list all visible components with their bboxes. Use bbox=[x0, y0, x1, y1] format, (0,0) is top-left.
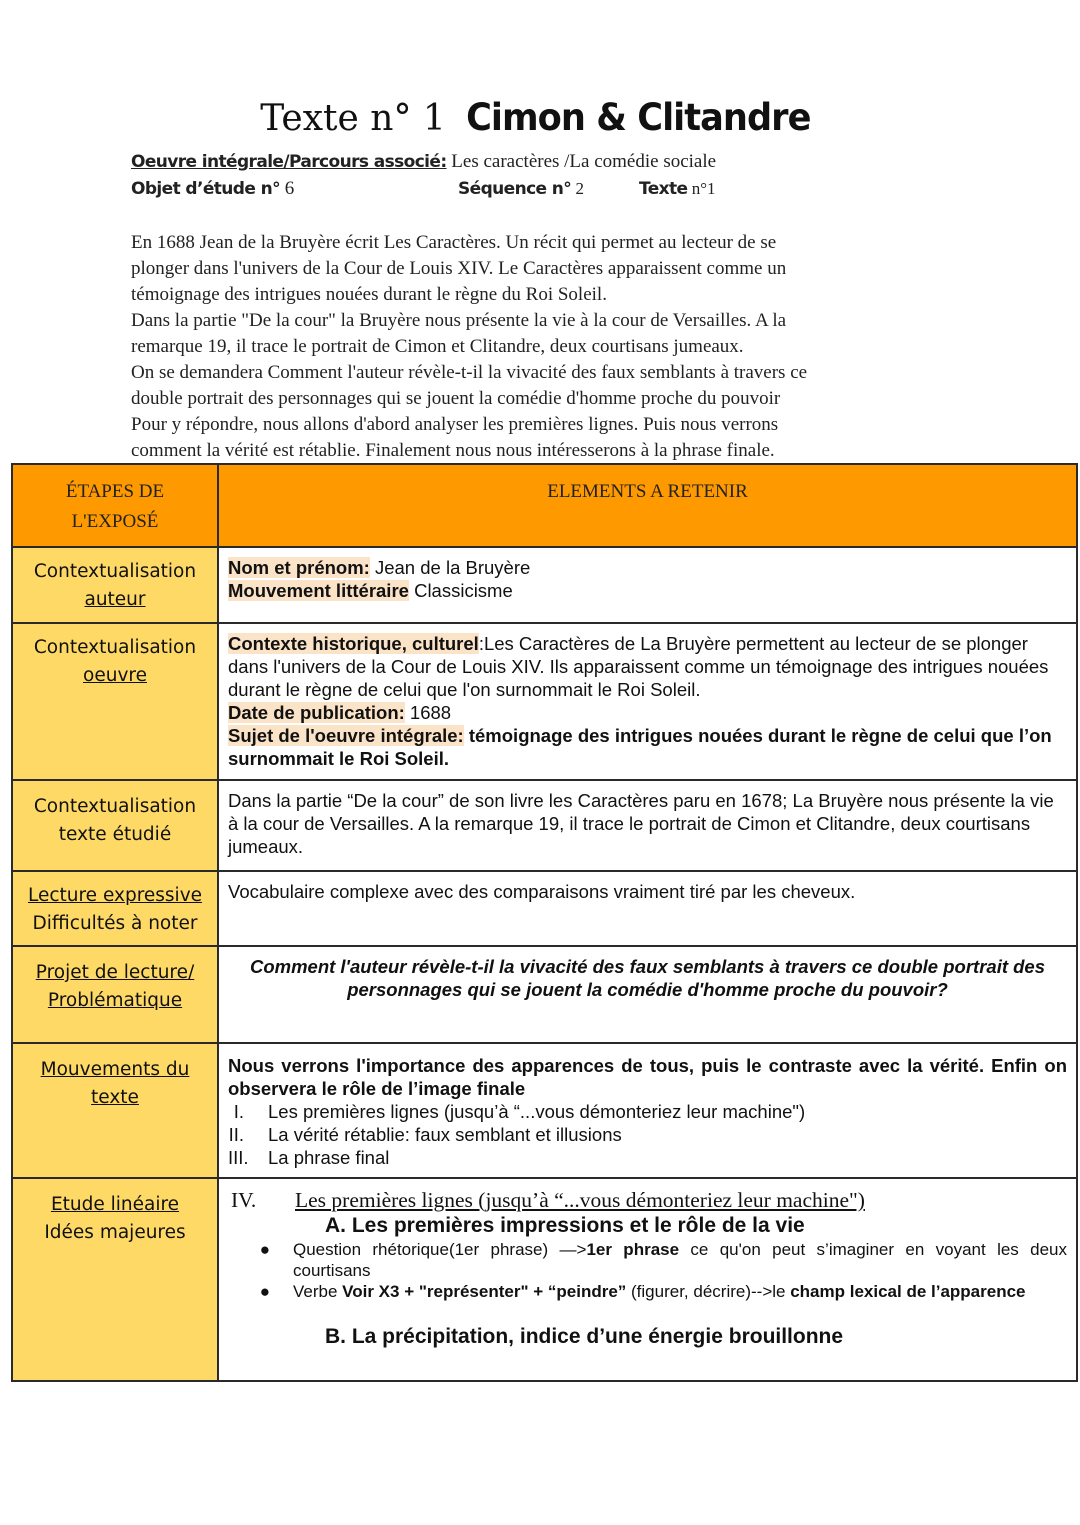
texte-value: n°1 bbox=[687, 179, 716, 198]
row-label-line2: Idées majeures bbox=[44, 1222, 186, 1243]
row-label-problematique bbox=[12, 946, 218, 1043]
lecture-text: Vocabulaire complexe avec des comparaisons vraiment tiré par les cheveux. bbox=[228, 881, 856, 902]
table-row bbox=[12, 623, 1077, 780]
nom-value: Jean de la Bruyère bbox=[369, 557, 531, 578]
row-label-auteur bbox=[12, 547, 218, 623]
title-plain: Texte n° 1 bbox=[260, 98, 458, 139]
contexte-value: :Les Caractères de La Bruyère permettent au lecteur de se plonger dans l'univers de la Cour de Louis XIV. Ils apparaissent comme un témoignage des intrigues nouées durant le règne de celui que l'on surnommait le Roi Soleil. bbox=[228, 633, 1049, 700]
meta-oeuvre bbox=[131, 149, 716, 175]
row-label-line2: oeuvre bbox=[83, 665, 147, 686]
list-item: I. Les premières lignes (jusqu’à “...vous démonteriez leur machine") bbox=[233, 1101, 806, 1122]
mouvement-label: Mouvement littéraire bbox=[228, 580, 409, 601]
header-etapes-line2: L'EXPOSÉ bbox=[71, 511, 159, 532]
header-etapes bbox=[12, 464, 218, 547]
list-item: III. La phrase final bbox=[228, 1147, 390, 1168]
row-label-texte bbox=[12, 780, 218, 871]
row-label-lecture bbox=[12, 871, 218, 946]
header-elements-label: ELEMENTS A RETENIR bbox=[547, 481, 748, 502]
intro-line: En 1688 Jean de la Bruyère écrit Les Caractères. Un récit qui permet au lecteur de se bbox=[131, 232, 777, 253]
sequence-label: Séquence n° bbox=[458, 179, 572, 199]
mouvements-list bbox=[228, 1100, 1067, 1169]
row-label-oeuvre bbox=[12, 623, 218, 780]
row-label-line2: Problématique bbox=[47, 990, 183, 1011]
meta-sequence bbox=[458, 176, 584, 202]
mouvement-value: Classicisme bbox=[408, 580, 513, 601]
texte-label: Texte bbox=[639, 179, 688, 199]
intro-line: remarque 19, il trace le portrait de Cimon et Clitandre, deux courtisans jumeaux. bbox=[131, 336, 744, 357]
nom-label: Nom et prénom: bbox=[228, 557, 370, 578]
intro-paragraph bbox=[131, 230, 931, 464]
row-label-line2: texte étudié bbox=[58, 824, 172, 845]
row-content-texte bbox=[218, 780, 1077, 871]
subsection-a: A. Les premières impressions et le rôle de la vie bbox=[325, 1214, 805, 1237]
intro-line: double portrait des personnages qui se jouent la comédie d'homme proche du pouvoir bbox=[131, 388, 781, 409]
row-label-line1: Etude linéaire bbox=[50, 1194, 180, 1215]
row-content-mouvements bbox=[218, 1043, 1077, 1178]
expose-table bbox=[11, 463, 1078, 1382]
row-label-line1: Projet de lecture/ bbox=[35, 962, 195, 983]
subsection-b: B. La précipitation, indice d’une énergie brouillonne bbox=[325, 1325, 844, 1348]
date-label: Date de publication: bbox=[228, 702, 405, 723]
header-elements bbox=[218, 464, 1077, 547]
date-value: 1688 bbox=[404, 702, 452, 723]
row-label-line1: Contextualisation bbox=[33, 637, 197, 658]
row-content-etude bbox=[218, 1178, 1077, 1381]
title-bold: Cimon & Clitandre bbox=[466, 96, 811, 139]
intro-line: Dans la partie "De la cour" la Bruyère nous présente la vie à la cour de Versailles. A la bbox=[131, 310, 787, 331]
texte-etudie-text: Dans la partie “De la cour” de son livre les Caractères paru en 1678; La Bruyère nous présente la vie à la cour de Versailles. A la remarque 19, il trace le portrait de Cimon et Clitandre, deux courtisans jumeaux. bbox=[228, 790, 1054, 857]
objet-label: Objet d’étude n° bbox=[131, 179, 281, 199]
row-label-line1: Contextualisation bbox=[33, 561, 197, 582]
problematique-line2: personnages qui se jouent la comédie d'homme proche du pouvoir? bbox=[347, 979, 948, 1000]
row-label-line2: Difficultés à noter bbox=[32, 913, 198, 934]
intro-line: On se demandera Comment l'auteur révèle-t-il la vivacité des faux semblants à travers ce bbox=[131, 362, 808, 383]
header-etapes-line1: ÉTAPES DE bbox=[65, 481, 165, 502]
bullet-list bbox=[228, 1239, 1067, 1302]
row-label-mouvements bbox=[12, 1043, 218, 1178]
table-header-row bbox=[12, 464, 1077, 547]
meta-objet bbox=[131, 176, 294, 202]
row-label-line1: Mouvements du bbox=[40, 1059, 190, 1080]
list-item: ● Question rhétorique(1er phrase) —>1er phrase ce qu'on peut s’imaginer en voyant les deux courtisans bbox=[259, 1240, 1068, 1280]
table-row bbox=[12, 1178, 1077, 1381]
sequence-value: 2 bbox=[571, 179, 584, 198]
problematique-line1: Comment l'auteur révèle-t-il la vivacité des faux semblants à travers ce double portrait des bbox=[249, 956, 1046, 977]
row-content-problematique bbox=[218, 946, 1077, 1043]
mouvements-intro: Nous verrons l'importance des apparences de tous, puis le contraste avec la vérité. Enfin on observera le rôle de l’image finale bbox=[228, 1055, 1067, 1099]
row-label-line1: Contextualisation bbox=[33, 796, 197, 817]
row-label-line2: auteur bbox=[84, 589, 146, 610]
table-row bbox=[12, 871, 1077, 946]
section-iv-heading: IV. Les premières lignes (jusqu’à “...vous démonteriez leur machine") bbox=[231, 1188, 865, 1212]
table-row bbox=[12, 946, 1077, 1043]
oeuvre-value: Les caractères /La comédie sociale bbox=[446, 151, 717, 172]
meta-texte bbox=[639, 176, 716, 202]
row-label-etude bbox=[12, 1178, 218, 1381]
page-title bbox=[0, 96, 1080, 148]
row-label-line1: Lecture expressive bbox=[27, 885, 203, 906]
list-item: ● Verbe Voir X3 + "représenter" + “peindre” (figurer, décrire)-->le champ lexical de l’apparence bbox=[259, 1282, 1026, 1301]
oeuvre-label: Oeuvre intégrale/Parcours associé: bbox=[131, 152, 447, 172]
objet-value: 6 bbox=[280, 178, 295, 199]
list-item: II. La vérité rétablie: faux semblant et illusions bbox=[228, 1124, 622, 1145]
intro-line: comment la vérité est rétablie. Finalement nous nous intéresserons à la phrase finale. bbox=[131, 440, 775, 461]
table-row bbox=[12, 780, 1077, 871]
table-row bbox=[12, 547, 1077, 623]
intro-line: plonger dans l'univers de la Cour de Louis XIV. Le Caractères apparaissent comme un bbox=[131, 258, 787, 279]
sujet-label: Sujet de l'oeuvre intégrale: bbox=[228, 725, 464, 746]
row-content-oeuvre bbox=[218, 623, 1077, 780]
intro-line: Pour y répondre, nous allons d'abord analyser les premières lignes. Puis nous verrons bbox=[131, 414, 779, 435]
contexte-label: Contexte historique, culturel bbox=[228, 633, 479, 654]
row-label-line2: texte bbox=[91, 1087, 139, 1108]
table-row bbox=[12, 1043, 1077, 1178]
intro-line: témoignage des intrigues nouées durant le règne du Roi Soleil. bbox=[131, 284, 607, 305]
row-content-lecture bbox=[218, 871, 1077, 946]
row-content-auteur bbox=[218, 547, 1077, 623]
sujet-value: témoignage des intrigues nouées durant le règne de celui que l’on surnommait le Roi Soleil. bbox=[228, 725, 1052, 769]
